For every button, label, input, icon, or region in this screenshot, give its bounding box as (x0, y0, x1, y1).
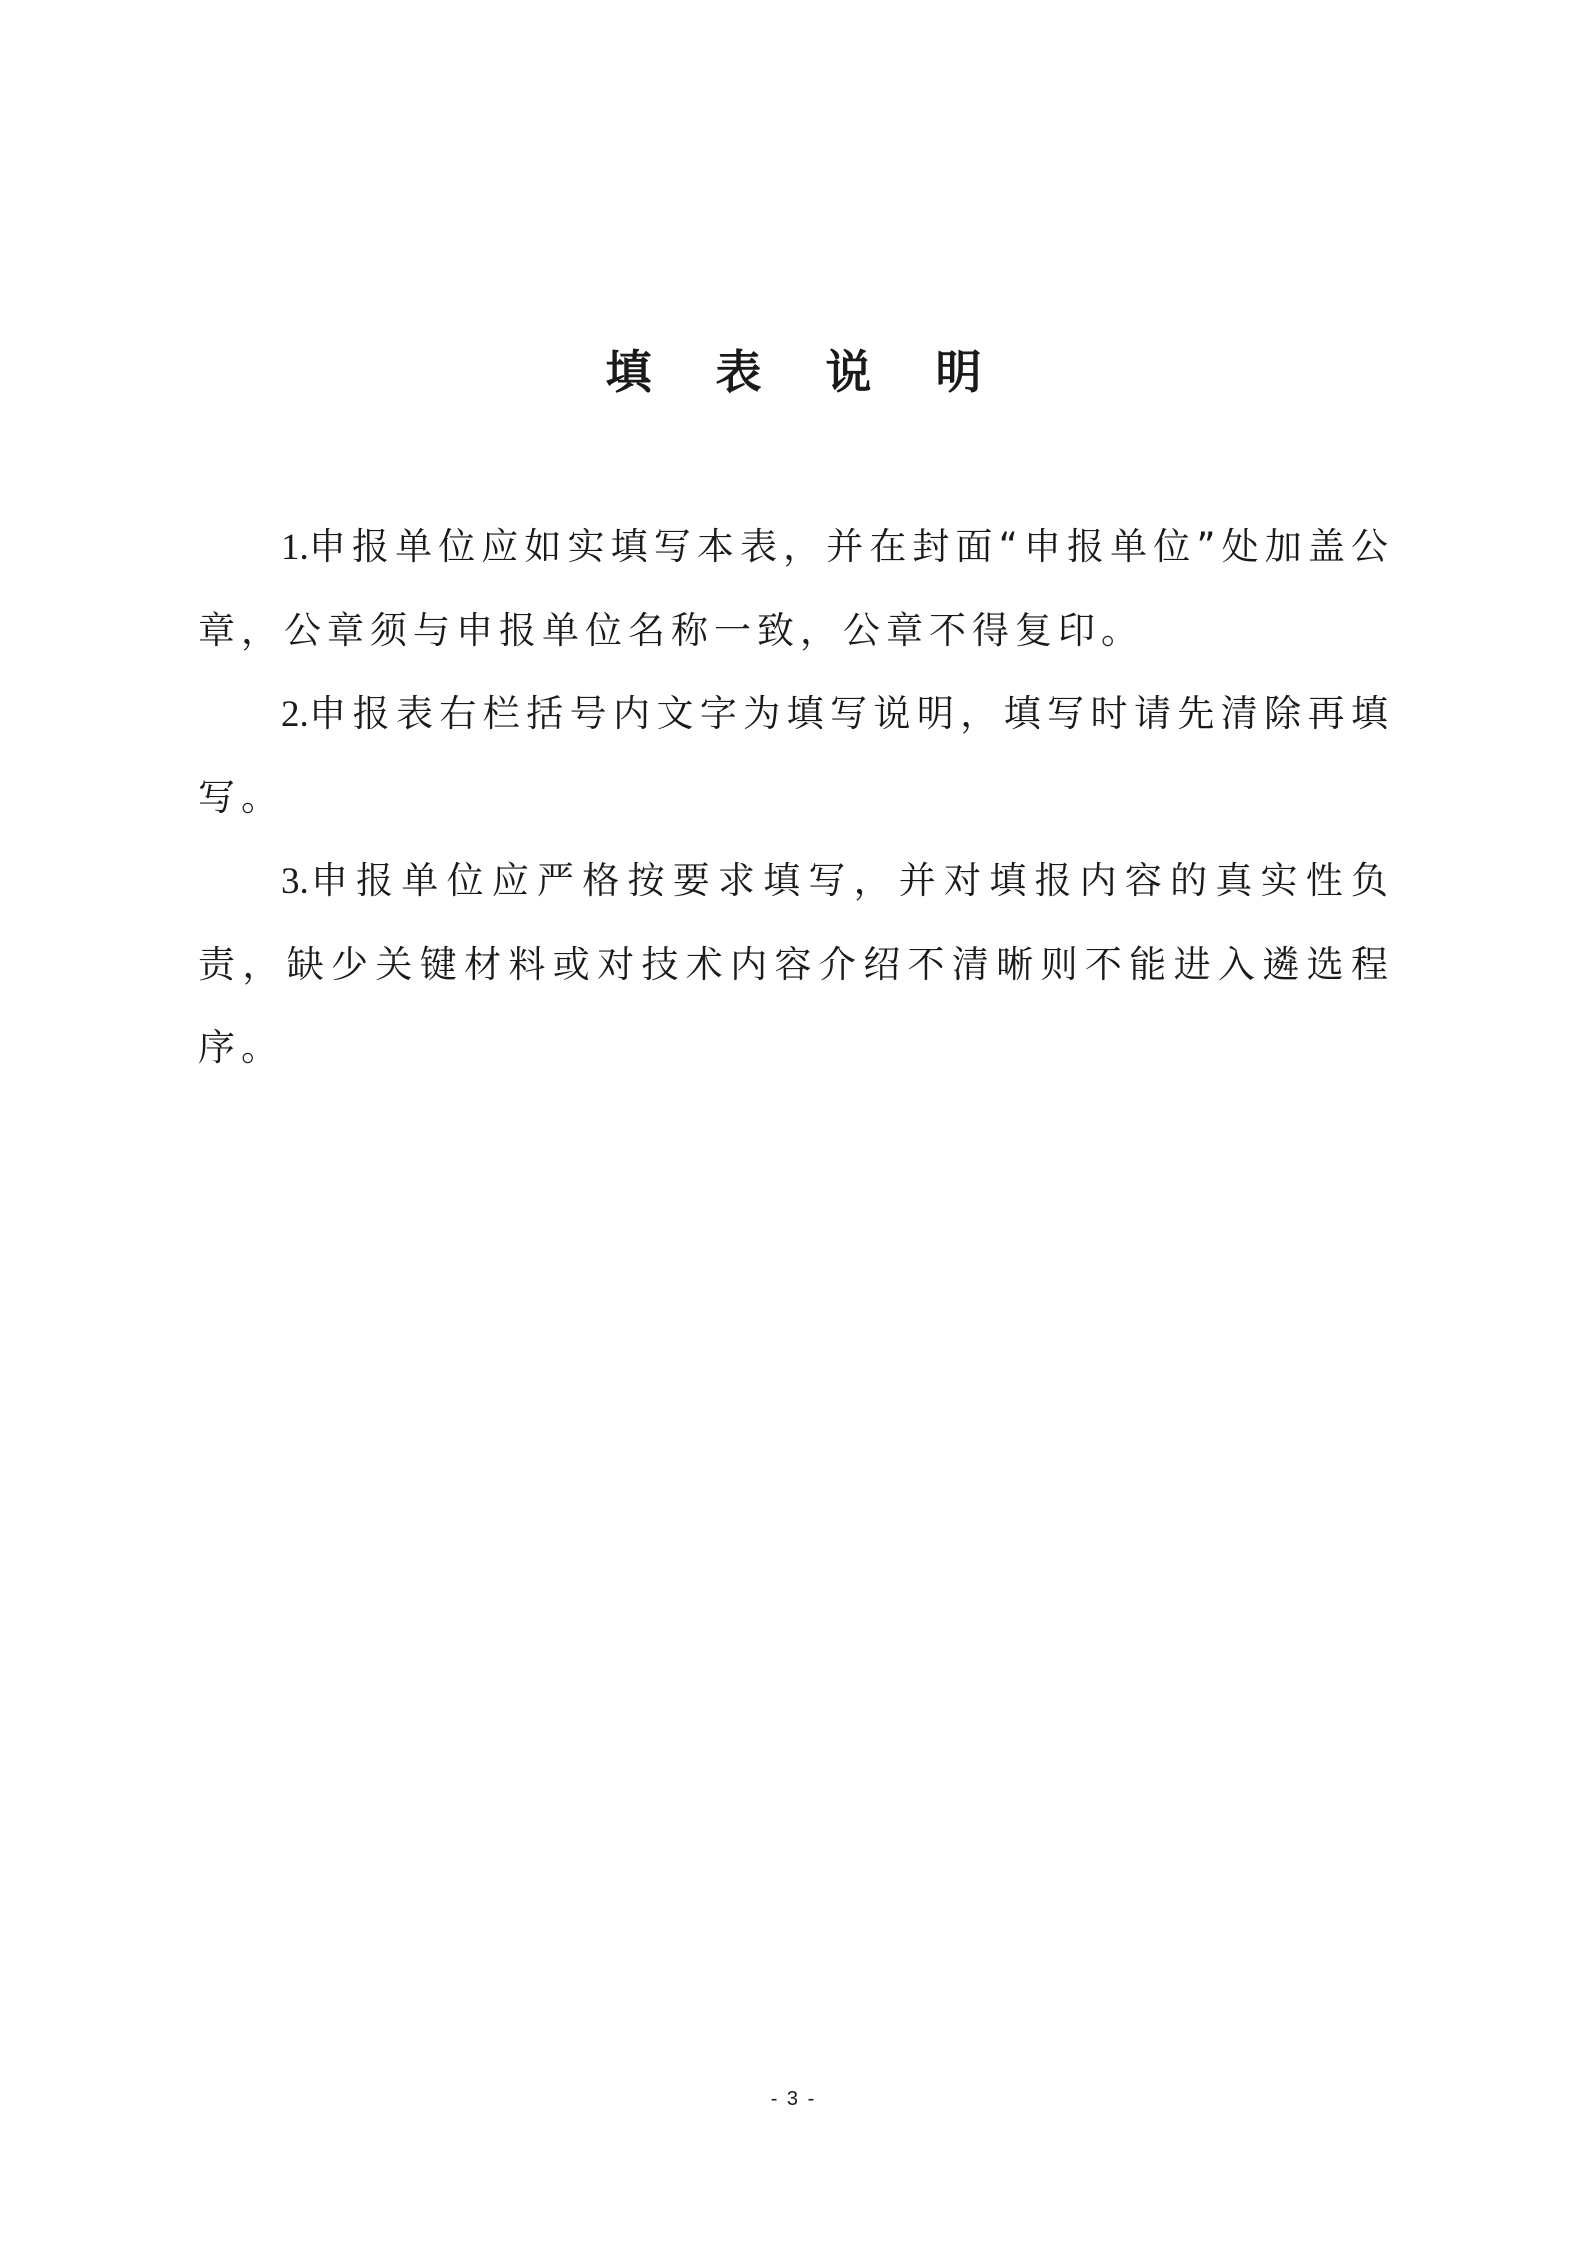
instruction-number: 1. (281, 527, 309, 568)
instruction-item-3 (198, 839, 1394, 1089)
instruction-text: 申报单位应严格按要求填写，并对填报内容的真实性负责，缺少关键材料或对技术内容介绍不清晰则不能进入遴选程序。 (198, 859, 1394, 1069)
page-number: - 3 - (770, 2088, 817, 2110)
instruction-text: 申报表右栏括号内文字为填写说明，填写时请先清除再填写。 (198, 692, 1394, 819)
instruction-item-1 (198, 505, 1394, 672)
instruction-number: 3. (281, 861, 309, 902)
instruction-number: 2. (281, 694, 309, 735)
instruction-text: 申报单位应如实填写本表，并在封面“申报单位”处加盖公章，公章须与申报单位名称一致，公章不得复印。 (198, 525, 1394, 652)
instruction-item-2 (198, 672, 1394, 839)
instructions-list (198, 505, 1394, 1089)
page-title: 填 表 说 明 (605, 345, 1006, 399)
